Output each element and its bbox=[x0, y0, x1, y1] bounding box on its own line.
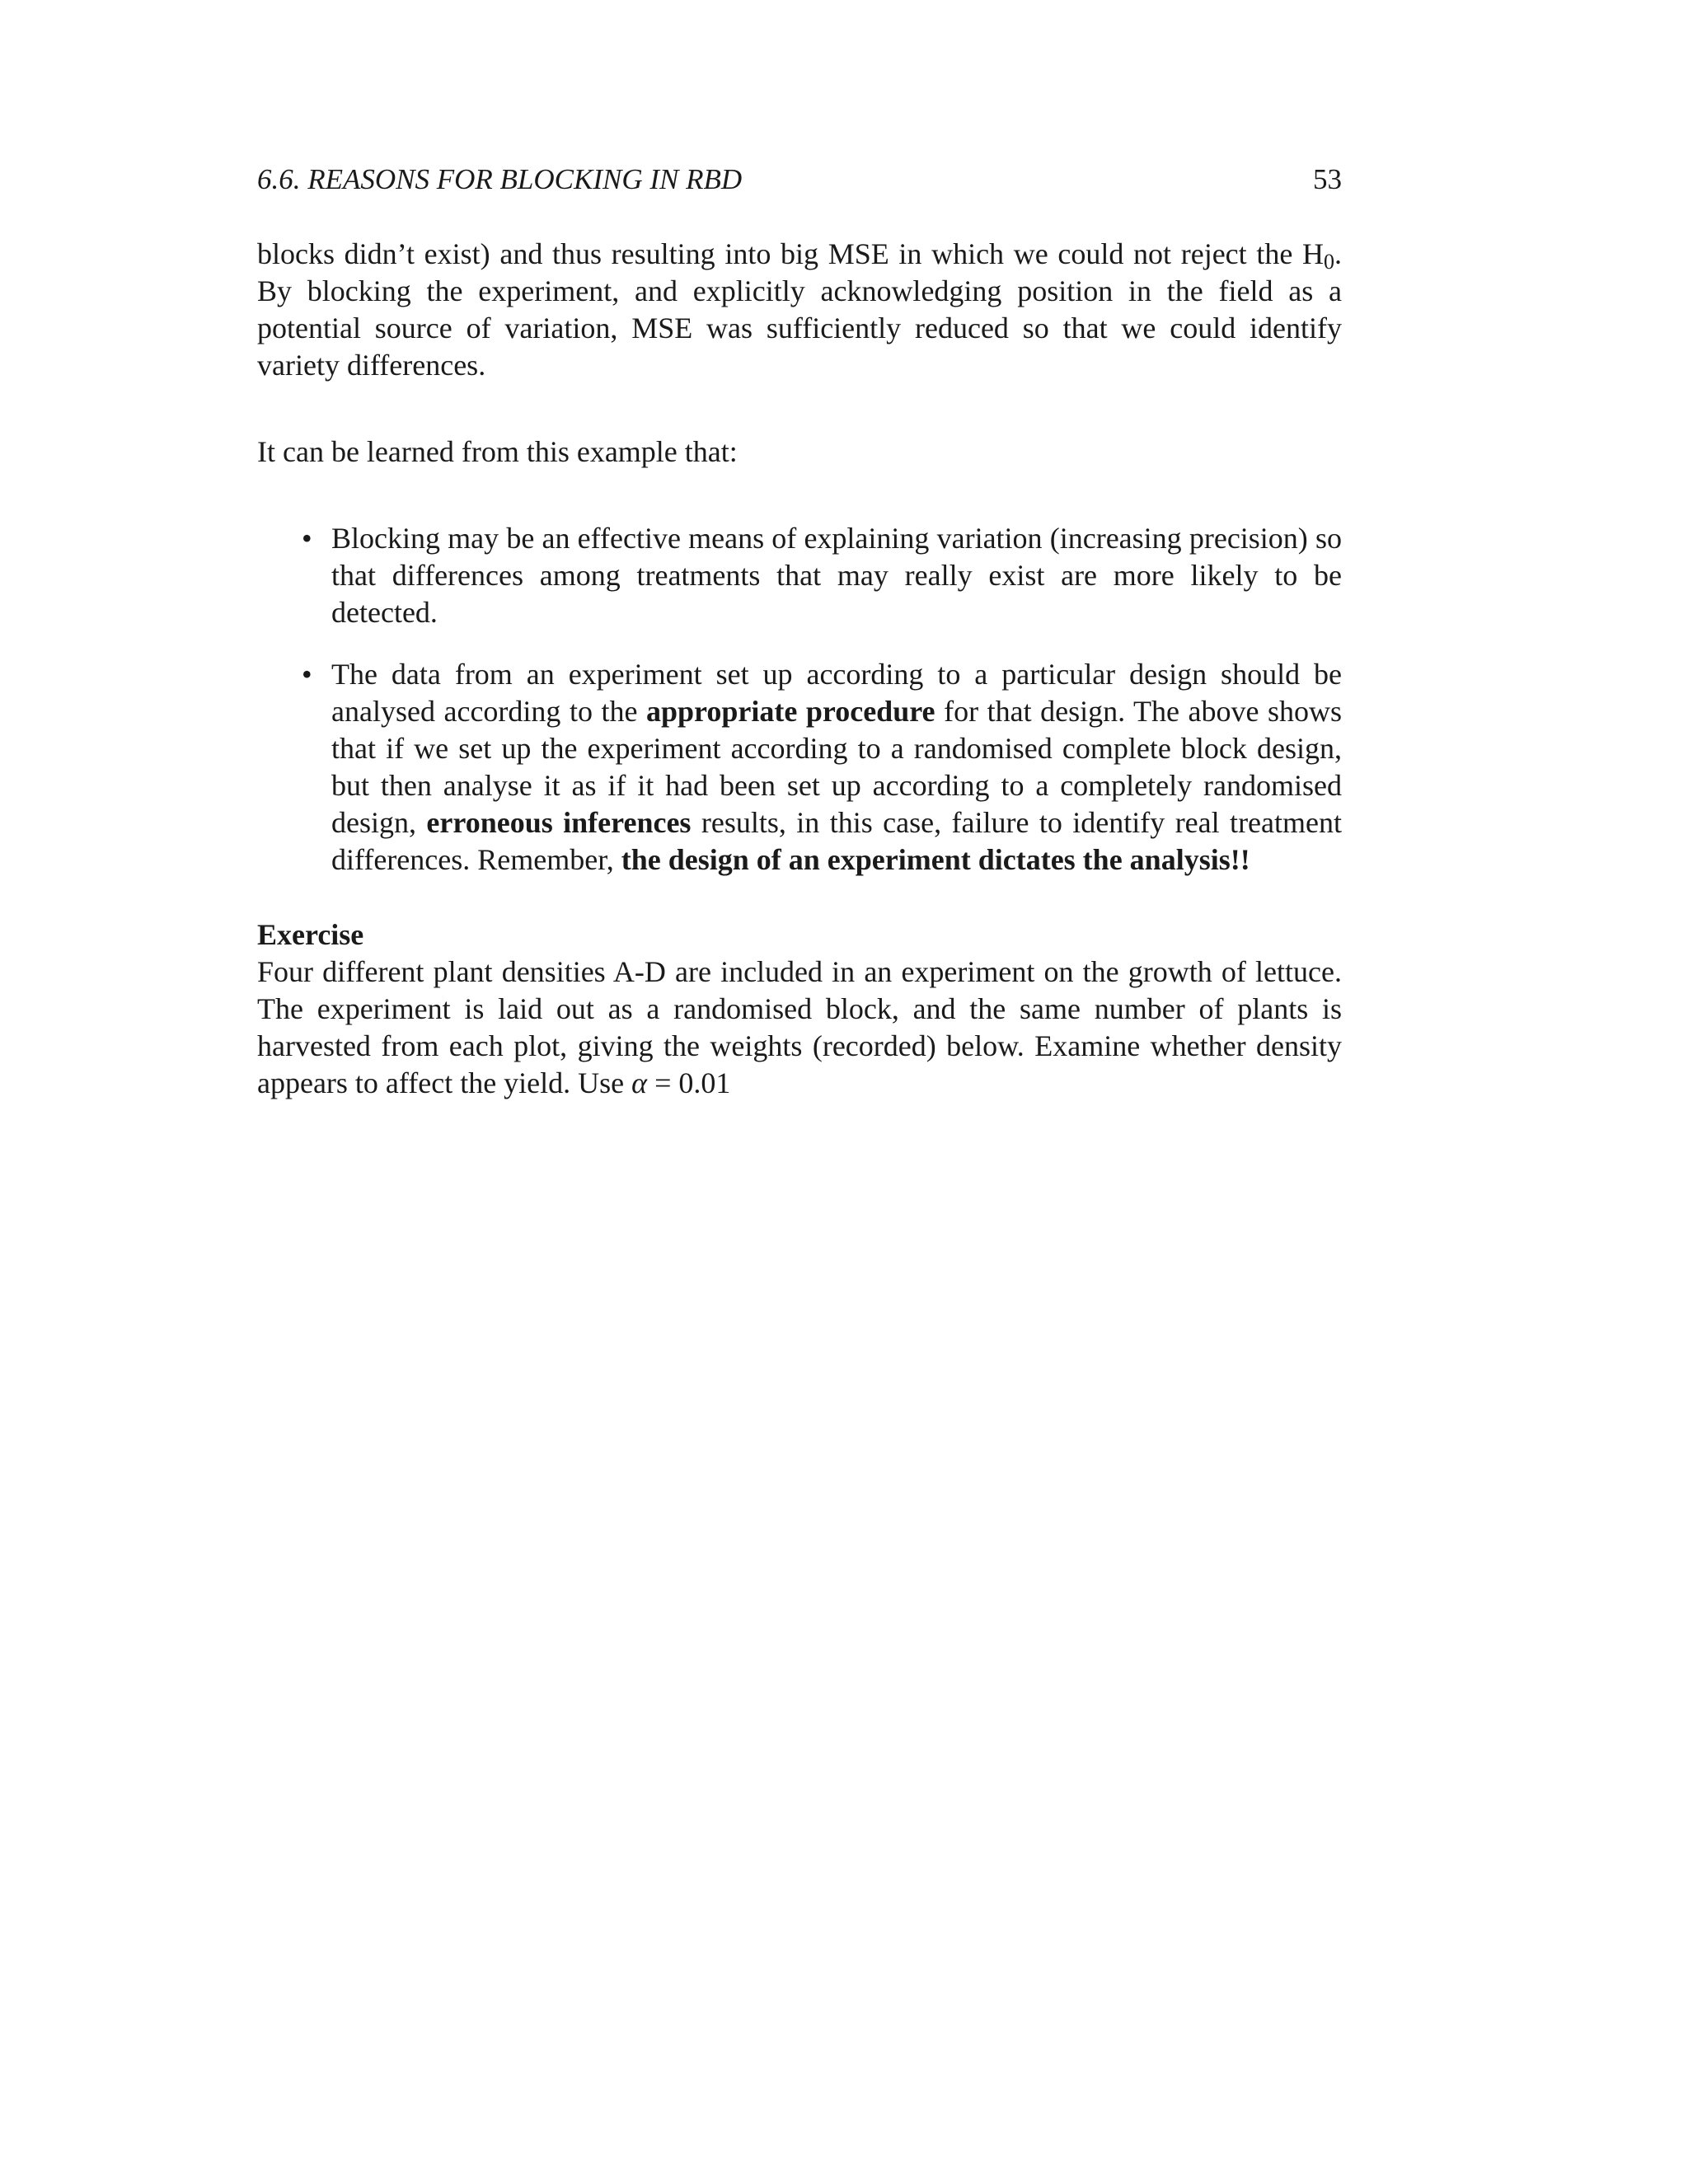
lesson-list bbox=[257, 520, 1342, 879]
page-number: 53 bbox=[1313, 163, 1342, 195]
exercise-text-b: = 0.01 bbox=[647, 1066, 731, 1099]
exercise-title: Exercise bbox=[257, 918, 364, 951]
exercise-text bbox=[257, 954, 1342, 1102]
paragraph-blocks-text-b: . By blocking the experiment, and explicitly acknowledging position in the field as a potential source of variation, MSE was sufficiently reduced so that we could identify variety differences. bbox=[257, 237, 1342, 382]
list-item-text-e: results, in this case, failure to identify real treatment differences. Remember, bbox=[331, 806, 1342, 876]
list-item bbox=[302, 656, 1343, 879]
list-item-text-c: for that design. The above shows that if we set up the experiment according to a randomised complete block design, but then analyse it as if it had been set up according to a completely randomised design, bbox=[331, 695, 1343, 839]
exercise-text-a: Four different plant densities A-D are included in an experiment on the growth of lettuce. The experiment is laid out as a randomised block, and the same number of plants is harvested from each plot, giving the weights (recorded) below. Examine whether density appears to affect the yield. Use bbox=[257, 955, 1342, 1099]
alpha-symbol: α bbox=[631, 1066, 648, 1099]
paragraph-blocks bbox=[257, 236, 1342, 384]
paragraph-blocks-text-a: blocks didn’t exist) and thus resulting into big MSE in which we could not reject the H bbox=[257, 237, 1324, 270]
list-item-text-a: The data from an experiment set up according to a particular design should be analysed according to the bbox=[331, 658, 1342, 728]
h0-subscript: 0 bbox=[1324, 250, 1334, 274]
emphasis-appropriate-procedure: appropriate procedure bbox=[646, 695, 935, 728]
list-item bbox=[302, 520, 1342, 631]
running-header bbox=[257, 157, 1342, 206]
paragraph-lesson-intro: It can be learned from this example that: bbox=[257, 435, 738, 468]
document-page bbox=[257, 157, 1342, 1102]
section-heading: 6.6. REASONS FOR BLOCKING IN RBD bbox=[257, 163, 743, 195]
emphasis-erroneous-inferences: erroneous inferences bbox=[426, 806, 692, 839]
bullet-icon: • bbox=[302, 522, 312, 555]
bullet-icon: • bbox=[302, 658, 312, 691]
emphasis-design-dictates: the design of an experiment dictates the analysis!! bbox=[621, 843, 1250, 876]
list-item-text: Blocking may be an effective means of explaining variation (increasing precision) so that differences among treatments that may really exist are more likely to be detected. bbox=[331, 522, 1342, 629]
